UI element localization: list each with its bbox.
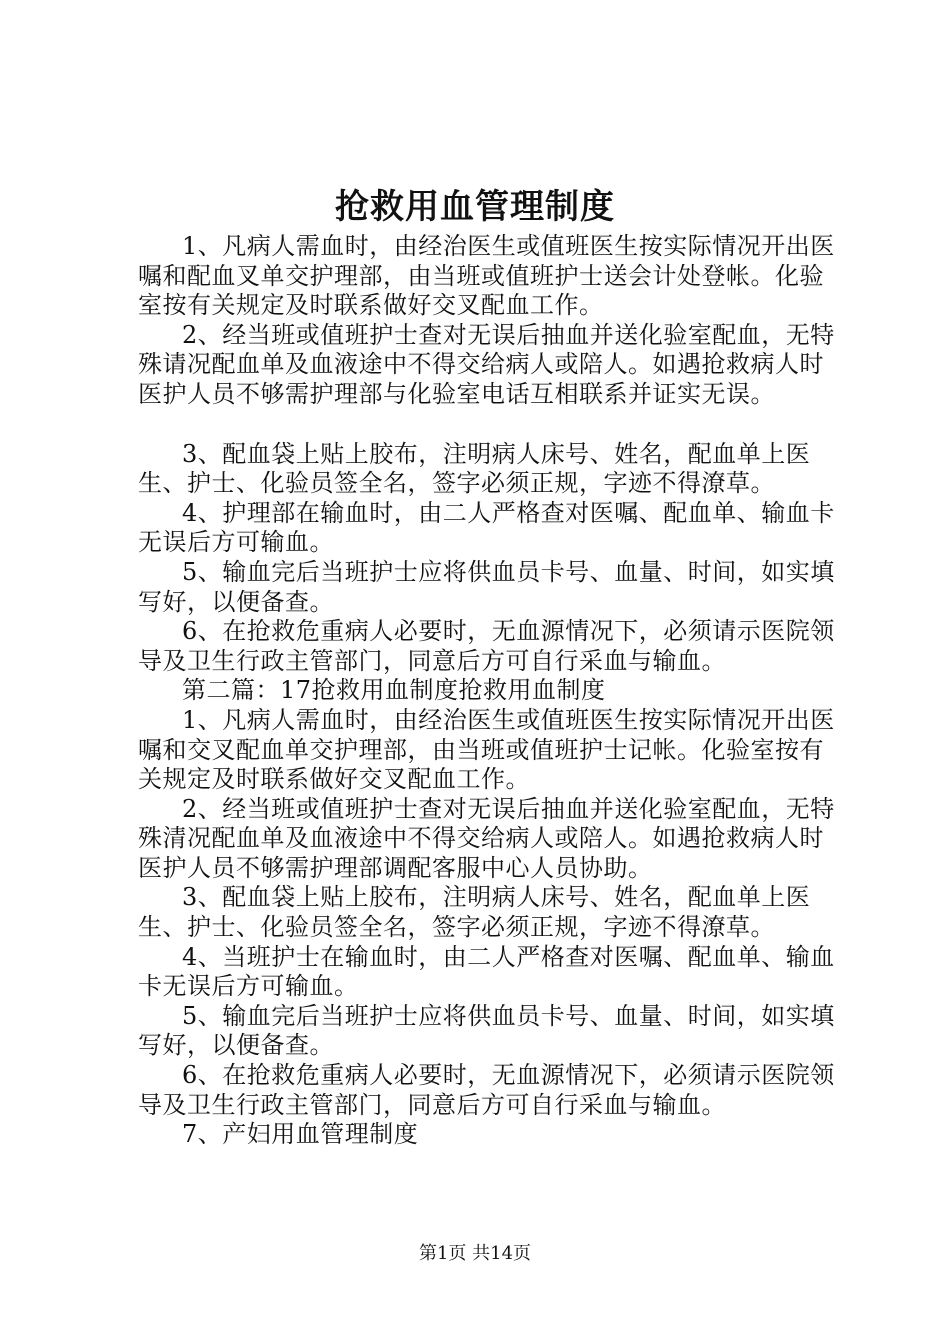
paragraph: 1、凡病人需血时，由经治医生或值班医生按实际情况开出医嘱和配血叉单交护理部，由当班或值班护士送会计处登帐。化验室按有关规定及时联系做好交叉配血工作。 — [138, 232, 835, 320]
paragraph: 5、输血完后当班护士应将供血员卡号、血量、时间，如实填写好，以便备查。 — [138, 1001, 835, 1060]
paragraph: 4、护理部在输血时，由二人严格查对医嘱、配血单、输血卡无误后方可输血。 — [138, 498, 835, 557]
paragraph: 6、在抢救危重病人必要时，无血源情况下，必须请示医院领导及卫生行政主管部门，同意后方可自行采血与输血。 — [138, 1061, 835, 1119]
paragraph: 7、产妇用血管理制度 — [182, 1120, 419, 1149]
document-title: 抢救用血管理制度 — [335, 187, 615, 227]
paragraph: 1、凡病人需血时，由经治医生或值班医生按实际情况开出医嘱和交叉配血单交护理部，由当班或值班护士记帐。化验室按有关规定及时联系做好交叉配血工作。 — [138, 705, 835, 794]
paragraph: 2、经当班或值班护士查对无误后抽血并送化验室配血，无特殊请况配血单及血液途中不得交给病人或陪人。如遇抢救病人时医护人员不够需护理部与化验室电话互相联系并证实无误。 — [138, 320, 835, 408]
section-heading: 第二篇：17抢救用血制度抢救用血制度 — [182, 676, 606, 705]
paragraph: 3、配血袋上贴上胶布，注明病人床号、姓名，配血单上医生、护士、化验员签全名，签字必须正规，字迹不得潦草。 — [138, 439, 811, 498]
paragraph: 3、配血袋上贴上胶布，注明病人床号、姓名，配血单上医生、护士、化验员签全名，签字必须正规，字迹不得潦草。 — [138, 883, 811, 942]
document-body — [138, 232, 843, 1150]
page-footer: 第1页 共14页 — [418, 1243, 532, 1264]
paragraph: 6、在抢救危重病人必要时，无血源情况下，必须请示医院领导及卫生行政主管部门，同意后方可自行采血与输血。 — [138, 617, 835, 675]
paragraph: 2、经当班或值班护士查对无误后抽血并送化验室配血，无特殊清况配血单及血液途中不得交给病人或陪人。如遇抢救病人时医护人员不够需护理部调配客服中心人员协助。 — [138, 794, 835, 882]
paragraph: 4、当班护士在输血时，由二人严格查对医嘱、配血单、输血卡无误后方可输血。 — [138, 942, 835, 1001]
paragraph: 5、输血完后当班护士应将供血员卡号、血量、时间，如实填写好，以便备查。 — [138, 557, 835, 616]
